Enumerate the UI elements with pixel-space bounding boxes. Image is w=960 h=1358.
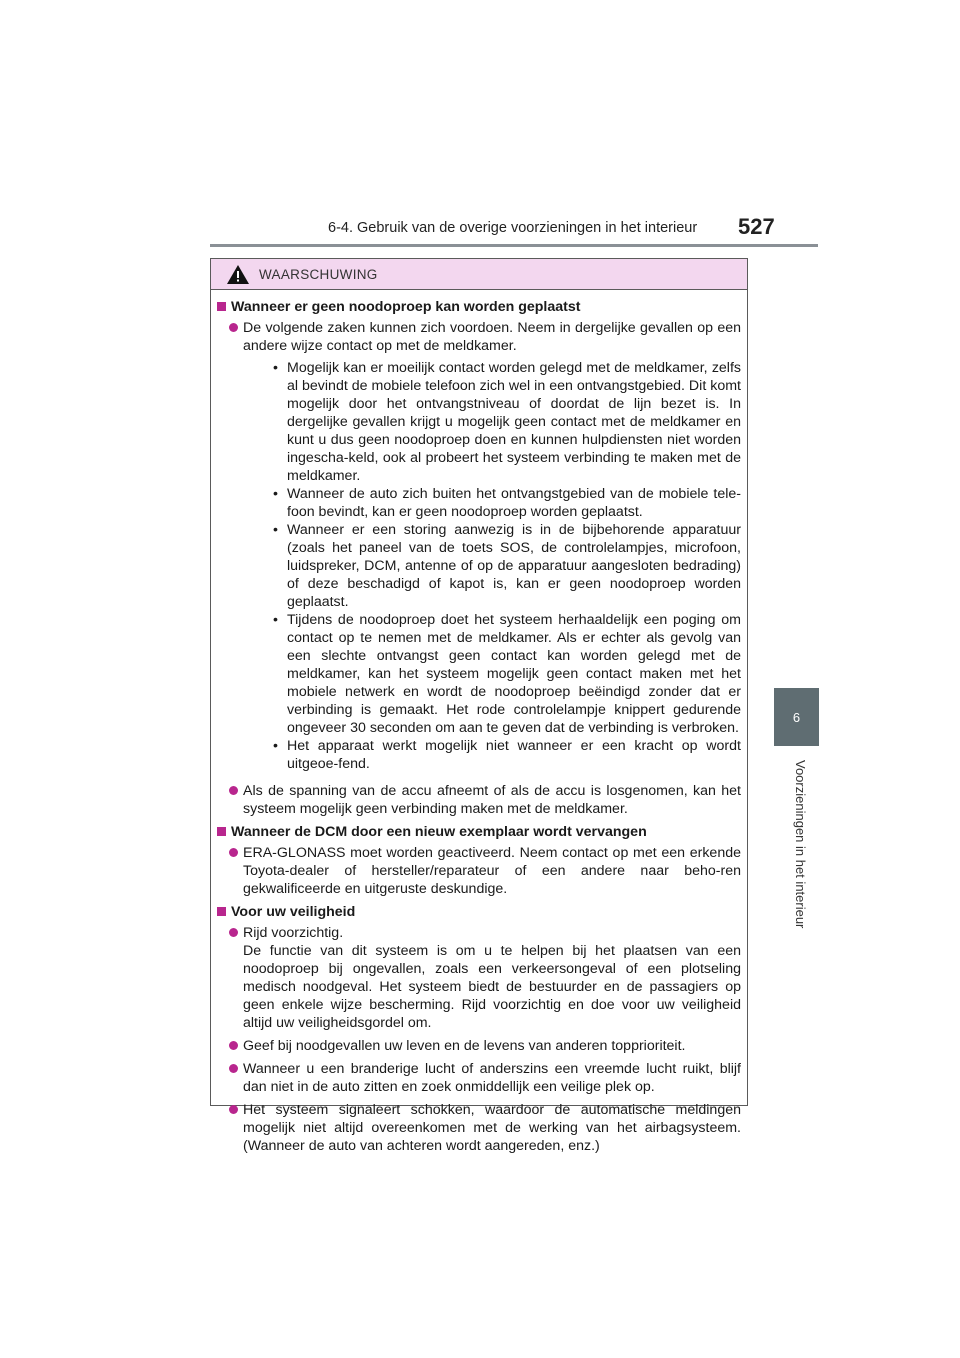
circle-bullet-icon xyxy=(229,1105,238,1114)
square-bullet-icon xyxy=(217,302,226,311)
sub-list xyxy=(243,359,741,773)
warning-title: WAARSCHUWING xyxy=(259,266,378,282)
section-heading: Voor uw veiligheid xyxy=(217,903,741,921)
circle-bullet-icon xyxy=(229,786,238,795)
sub-item: • Wanneer er een storing aanwezig is in de bijbehorende apparatuur (zoals het paneel van de toets SOS, de controlelampjes, microfoon, luidspreker, DCM, antenne of op de apparatuur aangesloten bedrading) of deze beschadigd of kapot is, kan er geen noodoproep worden geplaatst. xyxy=(273,522,741,610)
list-item: Het systeem signaleert schokken, waardoor de automatische meldingen mogelijk niet altijd overeenkomen met de werking van het airbagsysteem. (Wanneer de auto van achteren wordt aangereden, enz.) xyxy=(217,1101,741,1155)
sub-item: • Mogelijk kan er moeilijk contact worden gelegd met de meldkamer, zelfs al bevindt de mobiele telefoon zich wel in een ontvangstgebied. Dit komt mogelijk door het ontvangstniveau of doordat de lijn bezet is. In dergelijke gevallen krijgt u mogelijk geen contact met de meldkamer en kunt u dus geen noodoproep doen en kunnen hulpdiensten niet worden ingescha-keld, ook al probeert het systeem verbinding te maken met de meldkamer. xyxy=(273,360,741,484)
warning-triangle-icon xyxy=(227,265,249,284)
list-item: Geef bij noodgevallen uw leven en de levens van anderen topprioriteit. xyxy=(217,1037,741,1055)
warning-section xyxy=(217,903,741,1155)
chapter-label: Voorzieningen in het interieur xyxy=(793,760,808,929)
square-bullet-icon xyxy=(217,907,226,916)
circle-bullet-icon xyxy=(229,848,238,857)
section-title: 6-4. Gebruik van de overige voorzieningen in het interieur xyxy=(328,220,698,236)
list-item: De volgende zaken kunnen zich voordoen. Neem in dergelijke gevallen op een andere wijze contact op met de meldkamer. • Mogelijk kan er moeilijk contact worden gelegd met de meldkamer, zelfs al bevindt de mobiele telefoon zich wel in een ontvangstgebied. Dit komt mogelijk door het ontvangstniveau of doordat de lijn bezet is. In dergelijke gevallen krijgt u mogelijk geen contact met de meldkamer en kunt u dus geen noodoproep doen en kunnen hulpdiensten niet worden ingescha-keld, ook al probeert het systeem verbinding te maken met de meldkamer. • Wanneer de auto zich buiten het ontvangstgebied van de mobiele tele-foon bevindt, kan er geen noodoproep worden geplaatst. • Wanneer er een storing aanwezig is in de bijbehorende apparatuur (zoals het paneel van de toets SOS, de controlelampjes, microfoon, luidspreker, DCM, antenne of op de apparatuur aangesloten bedrading) of deze beschadigd of kapot is, kan er geen noodoproep worden geplaatst. • Tijdens de noodoproep doet het systeem herhaaldelijk een poging om contact op te nemen met de meldkamer. Als er echter als gevolg van een slechte ontvangst geen contact kan worden gelegd met de meldkamer, kan het systeem mogelijk geen contact maken met het mobiele netwerk en wordt de noodoproep beëindigd zonder dat er verbinding is gemaakt. Het rode controlelampje knippert gedurende ongeveer 30 seconden om aan te geven dat de verbinding is verbroken. • Het apparaat werkt mogelijk niet wanneer er een kracht op wordt uitgeoe-fend. xyxy=(217,319,741,777)
header-rule xyxy=(210,244,818,247)
square-bullet-icon xyxy=(217,827,226,836)
circle-bullet-icon xyxy=(229,1041,238,1050)
circle-bullet-icon xyxy=(229,1064,238,1073)
chapter-tab xyxy=(774,688,819,746)
warning-section xyxy=(217,823,741,898)
circle-bullet-icon xyxy=(229,928,238,937)
warning-section xyxy=(217,298,741,818)
sub-item: • Het apparaat werkt mogelijk niet wanneer er een kracht op wordt uitgeoe-fend. xyxy=(273,738,741,772)
list-item: Wanneer u een branderige lucht of anderszins een vreemde lucht ruikt, blijf dan niet in de auto zitten en zoek onmiddellijk een veilige plek op. xyxy=(217,1060,741,1096)
sub-item: • Tijdens de noodoproep doet het systeem herhaaldelijk een poging om contact op te nemen met de meldkamer. Als er echter als gevolg van een slechte ontvangst geen contact kan worden gelegd met de meldkamer, kan het systeem mogelijk geen contact maken met het mobiele netwerk en wordt de noodoproep beëindigd zonder dat er verbinding is gemaakt. Het rode controlelampje knippert gedurende ongeveer 30 seconden om aan te geven dat de verbinding is verbroken. xyxy=(273,612,741,736)
section-heading: Wanneer de DCM door een nieuw exemplaar wordt vervangen xyxy=(217,823,741,841)
chapter-number: 6 xyxy=(792,709,801,725)
warning-header xyxy=(211,259,747,290)
list-item: ERA-GLONASS moet worden geactiveerd. Neem contact op met een erkende Toyota-dealer of hersteller/reparateur of een andere naar beho-ren gekwalificeerde en uitgeruste deskundige. xyxy=(217,844,741,898)
page-number: 527 xyxy=(738,214,775,239)
circle-bullet-icon xyxy=(229,323,238,332)
warning-body xyxy=(211,290,747,1155)
warning-box xyxy=(210,258,748,1154)
section-heading: Wanneer er geen noodoproep kan worden geplaatst xyxy=(217,298,741,316)
list-item: Rijd voorzichtig. De functie van dit systeem is om u te helpen bij het plaatsen van een noodoproep bij ongevallen, zoals een verkeersongeval of een plotseling medisch noodgeval. Het systeem biedt de bestuurder en de passagiers op geen enkele wijze bescherming. Rijd voorzichtig en doe voor uw veiligheid altijd uw veiligheidsgordel om. xyxy=(217,924,741,1032)
list-item: Als de spanning van de accu afneemt of als de accu is losgenomen, kan het systeem mogelijk geen verbinding maken met de meldkamer. xyxy=(217,782,741,818)
sub-item: • Wanneer de auto zich buiten het ontvangstgebied van de mobiele tele-foon bevindt, kan er geen noodoproep worden geplaatst. xyxy=(273,486,741,520)
